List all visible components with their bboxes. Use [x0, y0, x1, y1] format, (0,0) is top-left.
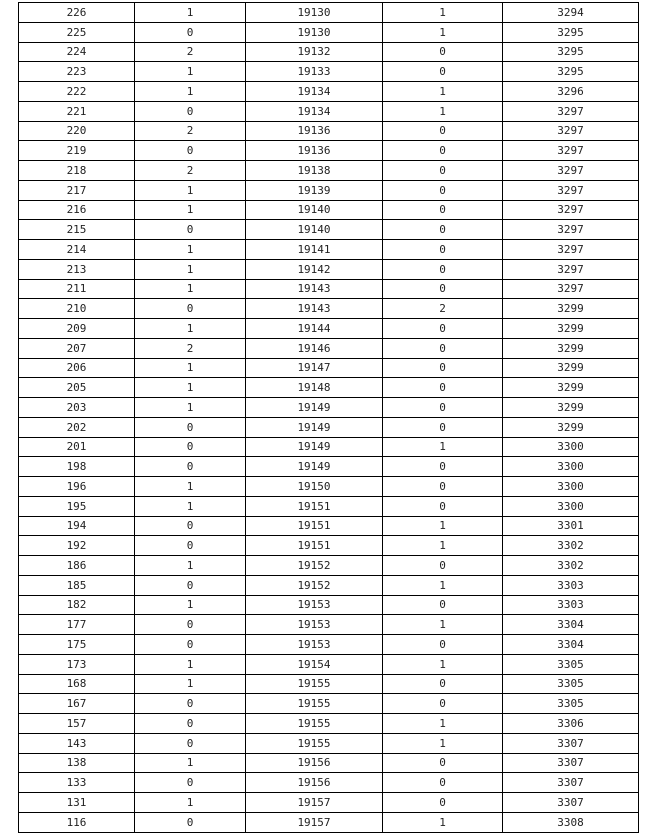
score-cell: 186: [19, 556, 135, 576]
count-cell: 1: [135, 319, 246, 339]
count-cell: 1: [135, 240, 246, 260]
cumulative-count-cell: 19143: [246, 279, 383, 299]
cumulative-extra-cell: 3299: [503, 358, 639, 378]
cumulative-count-cell: 19130: [246, 3, 383, 23]
cumulative-count-cell: 19144: [246, 319, 383, 339]
score-cell: 192: [19, 536, 135, 556]
count-cell: 0: [135, 437, 246, 457]
table-row: [19, 378, 639, 398]
count-cell: 0: [135, 457, 246, 477]
cumulative-extra-cell: 3302: [503, 536, 639, 556]
table-row: [19, 694, 639, 714]
cumulative-extra-cell: 3297: [503, 101, 639, 121]
count-cell: 1: [135, 378, 246, 398]
score-cell: 214: [19, 240, 135, 260]
count-cell: 0: [135, 141, 246, 161]
cumulative-count-cell: 19157: [246, 812, 383, 832]
table-row: [19, 259, 639, 279]
cumulative-count-cell: 19151: [246, 516, 383, 536]
table-row: [19, 733, 639, 753]
table-row: [19, 161, 639, 181]
cumulative-count-cell: 19155: [246, 674, 383, 694]
table-row: [19, 674, 639, 694]
count-cell: 2: [135, 338, 246, 358]
extra-count-cell: 0: [383, 773, 503, 793]
cumulative-extra-cell: 3297: [503, 279, 639, 299]
extra-count-cell: 0: [383, 694, 503, 714]
extra-count-cell: 0: [383, 220, 503, 240]
count-cell: 1: [135, 654, 246, 674]
cumulative-count-cell: 19140: [246, 220, 383, 240]
score-cell: 225: [19, 22, 135, 42]
table-row: [19, 496, 639, 516]
extra-count-cell: 0: [383, 161, 503, 181]
cumulative-extra-cell: 3297: [503, 141, 639, 161]
count-cell: 0: [135, 101, 246, 121]
table-row: [19, 477, 639, 497]
cumulative-extra-cell: 3304: [503, 635, 639, 655]
count-cell: 0: [135, 615, 246, 635]
extra-count-cell: 1: [383, 3, 503, 23]
score-cell: 226: [19, 3, 135, 23]
score-cell: 203: [19, 398, 135, 418]
cumulative-extra-cell: 3301: [503, 516, 639, 536]
extra-count-cell: 0: [383, 496, 503, 516]
cumulative-count-cell: 19151: [246, 536, 383, 556]
score-cell: 221: [19, 101, 135, 121]
score-cell: 196: [19, 477, 135, 497]
score-cell: 218: [19, 161, 135, 181]
cumulative-count-cell: 19136: [246, 141, 383, 161]
cumulative-extra-cell: 3296: [503, 82, 639, 102]
cumulative-count-cell: 19139: [246, 180, 383, 200]
cumulative-count-cell: 19142: [246, 259, 383, 279]
cumulative-count-cell: 19153: [246, 595, 383, 615]
extra-count-cell: 1: [383, 575, 503, 595]
cumulative-extra-cell: 3297: [503, 259, 639, 279]
extra-count-cell: 0: [383, 753, 503, 773]
cumulative-count-cell: 19157: [246, 793, 383, 813]
extra-count-cell: 1: [383, 437, 503, 457]
extra-count-cell: 0: [383, 200, 503, 220]
table-row: [19, 536, 639, 556]
cumulative-extra-cell: 3307: [503, 753, 639, 773]
count-cell: 0: [135, 536, 246, 556]
count-cell: 0: [135, 635, 246, 655]
extra-count-cell: 1: [383, 22, 503, 42]
score-cell: 217: [19, 180, 135, 200]
score-cell: 185: [19, 575, 135, 595]
count-cell: 1: [135, 674, 246, 694]
count-cell: 1: [135, 556, 246, 576]
score-cell: 215: [19, 220, 135, 240]
table-body: [19, 3, 639, 833]
extra-count-cell: 1: [383, 733, 503, 753]
cumulative-count-cell: 19140: [246, 200, 383, 220]
count-cell: 0: [135, 733, 246, 753]
count-cell: 2: [135, 121, 246, 141]
score-cell: 206: [19, 358, 135, 378]
cumulative-count-cell: 19141: [246, 240, 383, 260]
cumulative-extra-cell: 3300: [503, 437, 639, 457]
extra-count-cell: 0: [383, 635, 503, 655]
cumulative-count-cell: 19146: [246, 338, 383, 358]
cumulative-extra-cell: 3307: [503, 793, 639, 813]
cumulative-count-cell: 19149: [246, 457, 383, 477]
cumulative-extra-cell: 3305: [503, 694, 639, 714]
cumulative-count-cell: 19149: [246, 398, 383, 418]
score-cell: 224: [19, 42, 135, 62]
score-cell: 175: [19, 635, 135, 655]
table-row: [19, 22, 639, 42]
cumulative-extra-cell: 3308: [503, 812, 639, 832]
cumulative-extra-cell: 3297: [503, 180, 639, 200]
cumulative-extra-cell: 3307: [503, 733, 639, 753]
table-row: [19, 575, 639, 595]
count-cell: 1: [135, 200, 246, 220]
table-row: [19, 240, 639, 260]
score-cell: 116: [19, 812, 135, 832]
table-row: [19, 121, 639, 141]
cumulative-count-cell: 19156: [246, 773, 383, 793]
cumulative-extra-cell: 3299: [503, 398, 639, 418]
cumulative-extra-cell: 3297: [503, 200, 639, 220]
extra-count-cell: 0: [383, 141, 503, 161]
count-cell: 0: [135, 220, 246, 240]
score-cell: 194: [19, 516, 135, 536]
extra-count-cell: 0: [383, 180, 503, 200]
score-cell: 201: [19, 437, 135, 457]
cumulative-count-cell: 19151: [246, 496, 383, 516]
extra-count-cell: 0: [383, 62, 503, 82]
table-row: [19, 417, 639, 437]
extra-count-cell: 1: [383, 82, 503, 102]
score-cell: 177: [19, 615, 135, 635]
score-cell: 138: [19, 753, 135, 773]
cumulative-extra-cell: 3305: [503, 654, 639, 674]
count-cell: 1: [135, 180, 246, 200]
cumulative-count-cell: 19147: [246, 358, 383, 378]
cumulative-extra-cell: 3295: [503, 22, 639, 42]
cumulative-count-cell: 19143: [246, 299, 383, 319]
cumulative-extra-cell: 3302: [503, 556, 639, 576]
cumulative-extra-cell: 3306: [503, 714, 639, 734]
extra-count-cell: 0: [383, 279, 503, 299]
extra-count-cell: 0: [383, 121, 503, 141]
score-cell: 202: [19, 417, 135, 437]
count-cell: 0: [135, 516, 246, 536]
count-cell: 2: [135, 161, 246, 181]
count-cell: 1: [135, 62, 246, 82]
extra-count-cell: 1: [383, 615, 503, 635]
extra-count-cell: 1: [383, 654, 503, 674]
cumulative-count-cell: 19149: [246, 417, 383, 437]
cumulative-count-cell: 19155: [246, 733, 383, 753]
table-row: [19, 338, 639, 358]
cumulative-extra-cell: 3297: [503, 220, 639, 240]
table-row: [19, 615, 639, 635]
cumulative-count-cell: 19153: [246, 635, 383, 655]
cumulative-count-cell: 19154: [246, 654, 383, 674]
extra-count-cell: 0: [383, 417, 503, 437]
score-cell: 182: [19, 595, 135, 615]
table-row: [19, 62, 639, 82]
count-cell: 1: [135, 753, 246, 773]
cumulative-count-cell: 19152: [246, 575, 383, 595]
table-row: [19, 812, 639, 832]
table-row: [19, 220, 639, 240]
table-row: [19, 141, 639, 161]
cumulative-extra-cell: 3295: [503, 42, 639, 62]
score-cell: 143: [19, 733, 135, 753]
count-cell: 0: [135, 812, 246, 832]
table-row: [19, 299, 639, 319]
count-cell: 1: [135, 477, 246, 497]
extra-count-cell: 0: [383, 398, 503, 418]
cumulative-count-cell: 19152: [246, 556, 383, 576]
score-cell: 207: [19, 338, 135, 358]
table-row: [19, 595, 639, 615]
extra-count-cell: 0: [383, 259, 503, 279]
cumulative-extra-cell: 3300: [503, 496, 639, 516]
extra-count-cell: 1: [383, 812, 503, 832]
score-cell: 157: [19, 714, 135, 734]
cumulative-extra-cell: 3297: [503, 121, 639, 141]
count-cell: 1: [135, 82, 246, 102]
cumulative-extra-cell: 3299: [503, 299, 639, 319]
extra-count-cell: 0: [383, 358, 503, 378]
cumulative-count-cell: 19134: [246, 101, 383, 121]
count-cell: 0: [135, 714, 246, 734]
score-cell: 211: [19, 279, 135, 299]
count-cell: 0: [135, 22, 246, 42]
cumulative-count-cell: 19156: [246, 753, 383, 773]
score-cell: 168: [19, 674, 135, 694]
score-cell: 216: [19, 200, 135, 220]
extra-count-cell: 1: [383, 714, 503, 734]
score-cell: 219: [19, 141, 135, 161]
cumulative-extra-cell: 3307: [503, 773, 639, 793]
cumulative-extra-cell: 3299: [503, 378, 639, 398]
count-cell: 1: [135, 3, 246, 23]
score-cell: 195: [19, 496, 135, 516]
table-row: [19, 180, 639, 200]
table-row: [19, 457, 639, 477]
cumulative-extra-cell: 3305: [503, 674, 639, 694]
count-cell: 0: [135, 575, 246, 595]
table-row: [19, 753, 639, 773]
extra-count-cell: 0: [383, 457, 503, 477]
score-cell: 131: [19, 793, 135, 813]
extra-count-cell: 1: [383, 101, 503, 121]
cumulative-count-cell: 19133: [246, 62, 383, 82]
count-cell: 1: [135, 279, 246, 299]
score-cell: 173: [19, 654, 135, 674]
extra-count-cell: 0: [383, 595, 503, 615]
extra-count-cell: 0: [383, 42, 503, 62]
cumulative-extra-cell: 3304: [503, 615, 639, 635]
table-row: [19, 82, 639, 102]
cumulative-extra-cell: 3299: [503, 417, 639, 437]
cumulative-extra-cell: 3300: [503, 477, 639, 497]
extra-count-cell: 0: [383, 338, 503, 358]
table-row: [19, 556, 639, 576]
extra-count-cell: 2: [383, 299, 503, 319]
cumulative-extra-cell: 3303: [503, 595, 639, 615]
cumulative-extra-cell: 3299: [503, 319, 639, 339]
score-cell: 220: [19, 121, 135, 141]
cumulative-extra-cell: 3303: [503, 575, 639, 595]
extra-count-cell: 0: [383, 319, 503, 339]
cumulative-extra-cell: 3300: [503, 457, 639, 477]
cumulative-count-cell: 19149: [246, 437, 383, 457]
extra-count-cell: 0: [383, 793, 503, 813]
score-cell: 222: [19, 82, 135, 102]
cumulative-count-cell: 19155: [246, 694, 383, 714]
score-cell: 133: [19, 773, 135, 793]
score-cell: 223: [19, 62, 135, 82]
cumulative-extra-cell: 3294: [503, 3, 639, 23]
count-cell: 1: [135, 793, 246, 813]
cumulative-extra-cell: 3295: [503, 62, 639, 82]
table-row: [19, 101, 639, 121]
table-row: [19, 279, 639, 299]
table-row: [19, 654, 639, 674]
table-row: [19, 714, 639, 734]
cumulative-count-cell: 19136: [246, 121, 383, 141]
cumulative-count-cell: 19130: [246, 22, 383, 42]
score-cell: 210: [19, 299, 135, 319]
cumulative-count-cell: 19148: [246, 378, 383, 398]
extra-count-cell: 0: [383, 378, 503, 398]
table-row: [19, 437, 639, 457]
cumulative-count-cell: 19153: [246, 615, 383, 635]
table-row: [19, 3, 639, 23]
score-cell: 198: [19, 457, 135, 477]
cumulative-extra-cell: 3299: [503, 338, 639, 358]
cumulative-count-cell: 19155: [246, 714, 383, 734]
extra-count-cell: 1: [383, 516, 503, 536]
table-row: [19, 773, 639, 793]
score-cell: 167: [19, 694, 135, 714]
score-cell: 213: [19, 259, 135, 279]
table-row: [19, 319, 639, 339]
cumulative-count-cell: 19138: [246, 161, 383, 181]
table-row: [19, 793, 639, 813]
table-row: [19, 200, 639, 220]
table-row: [19, 42, 639, 62]
count-cell: 2: [135, 42, 246, 62]
count-cell: 1: [135, 398, 246, 418]
table-row: [19, 358, 639, 378]
score-cell: 205: [19, 378, 135, 398]
extra-count-cell: 1: [383, 536, 503, 556]
extra-count-cell: 0: [383, 240, 503, 260]
count-cell: 1: [135, 496, 246, 516]
score-cell: 209: [19, 319, 135, 339]
count-cell: 0: [135, 299, 246, 319]
cumulative-count-cell: 19132: [246, 42, 383, 62]
extra-count-cell: 0: [383, 674, 503, 694]
count-cell: 1: [135, 259, 246, 279]
extra-count-cell: 0: [383, 477, 503, 497]
score-table: [18, 2, 639, 833]
count-cell: 1: [135, 358, 246, 378]
table-row: [19, 635, 639, 655]
cumulative-count-cell: 19134: [246, 82, 383, 102]
cumulative-extra-cell: 3297: [503, 161, 639, 181]
table-row: [19, 516, 639, 536]
cumulative-count-cell: 19150: [246, 477, 383, 497]
count-cell: 0: [135, 773, 246, 793]
count-cell: 0: [135, 694, 246, 714]
count-cell: 1: [135, 595, 246, 615]
count-cell: 0: [135, 417, 246, 437]
extra-count-cell: 0: [383, 556, 503, 576]
table-row: [19, 398, 639, 418]
cumulative-extra-cell: 3297: [503, 240, 639, 260]
